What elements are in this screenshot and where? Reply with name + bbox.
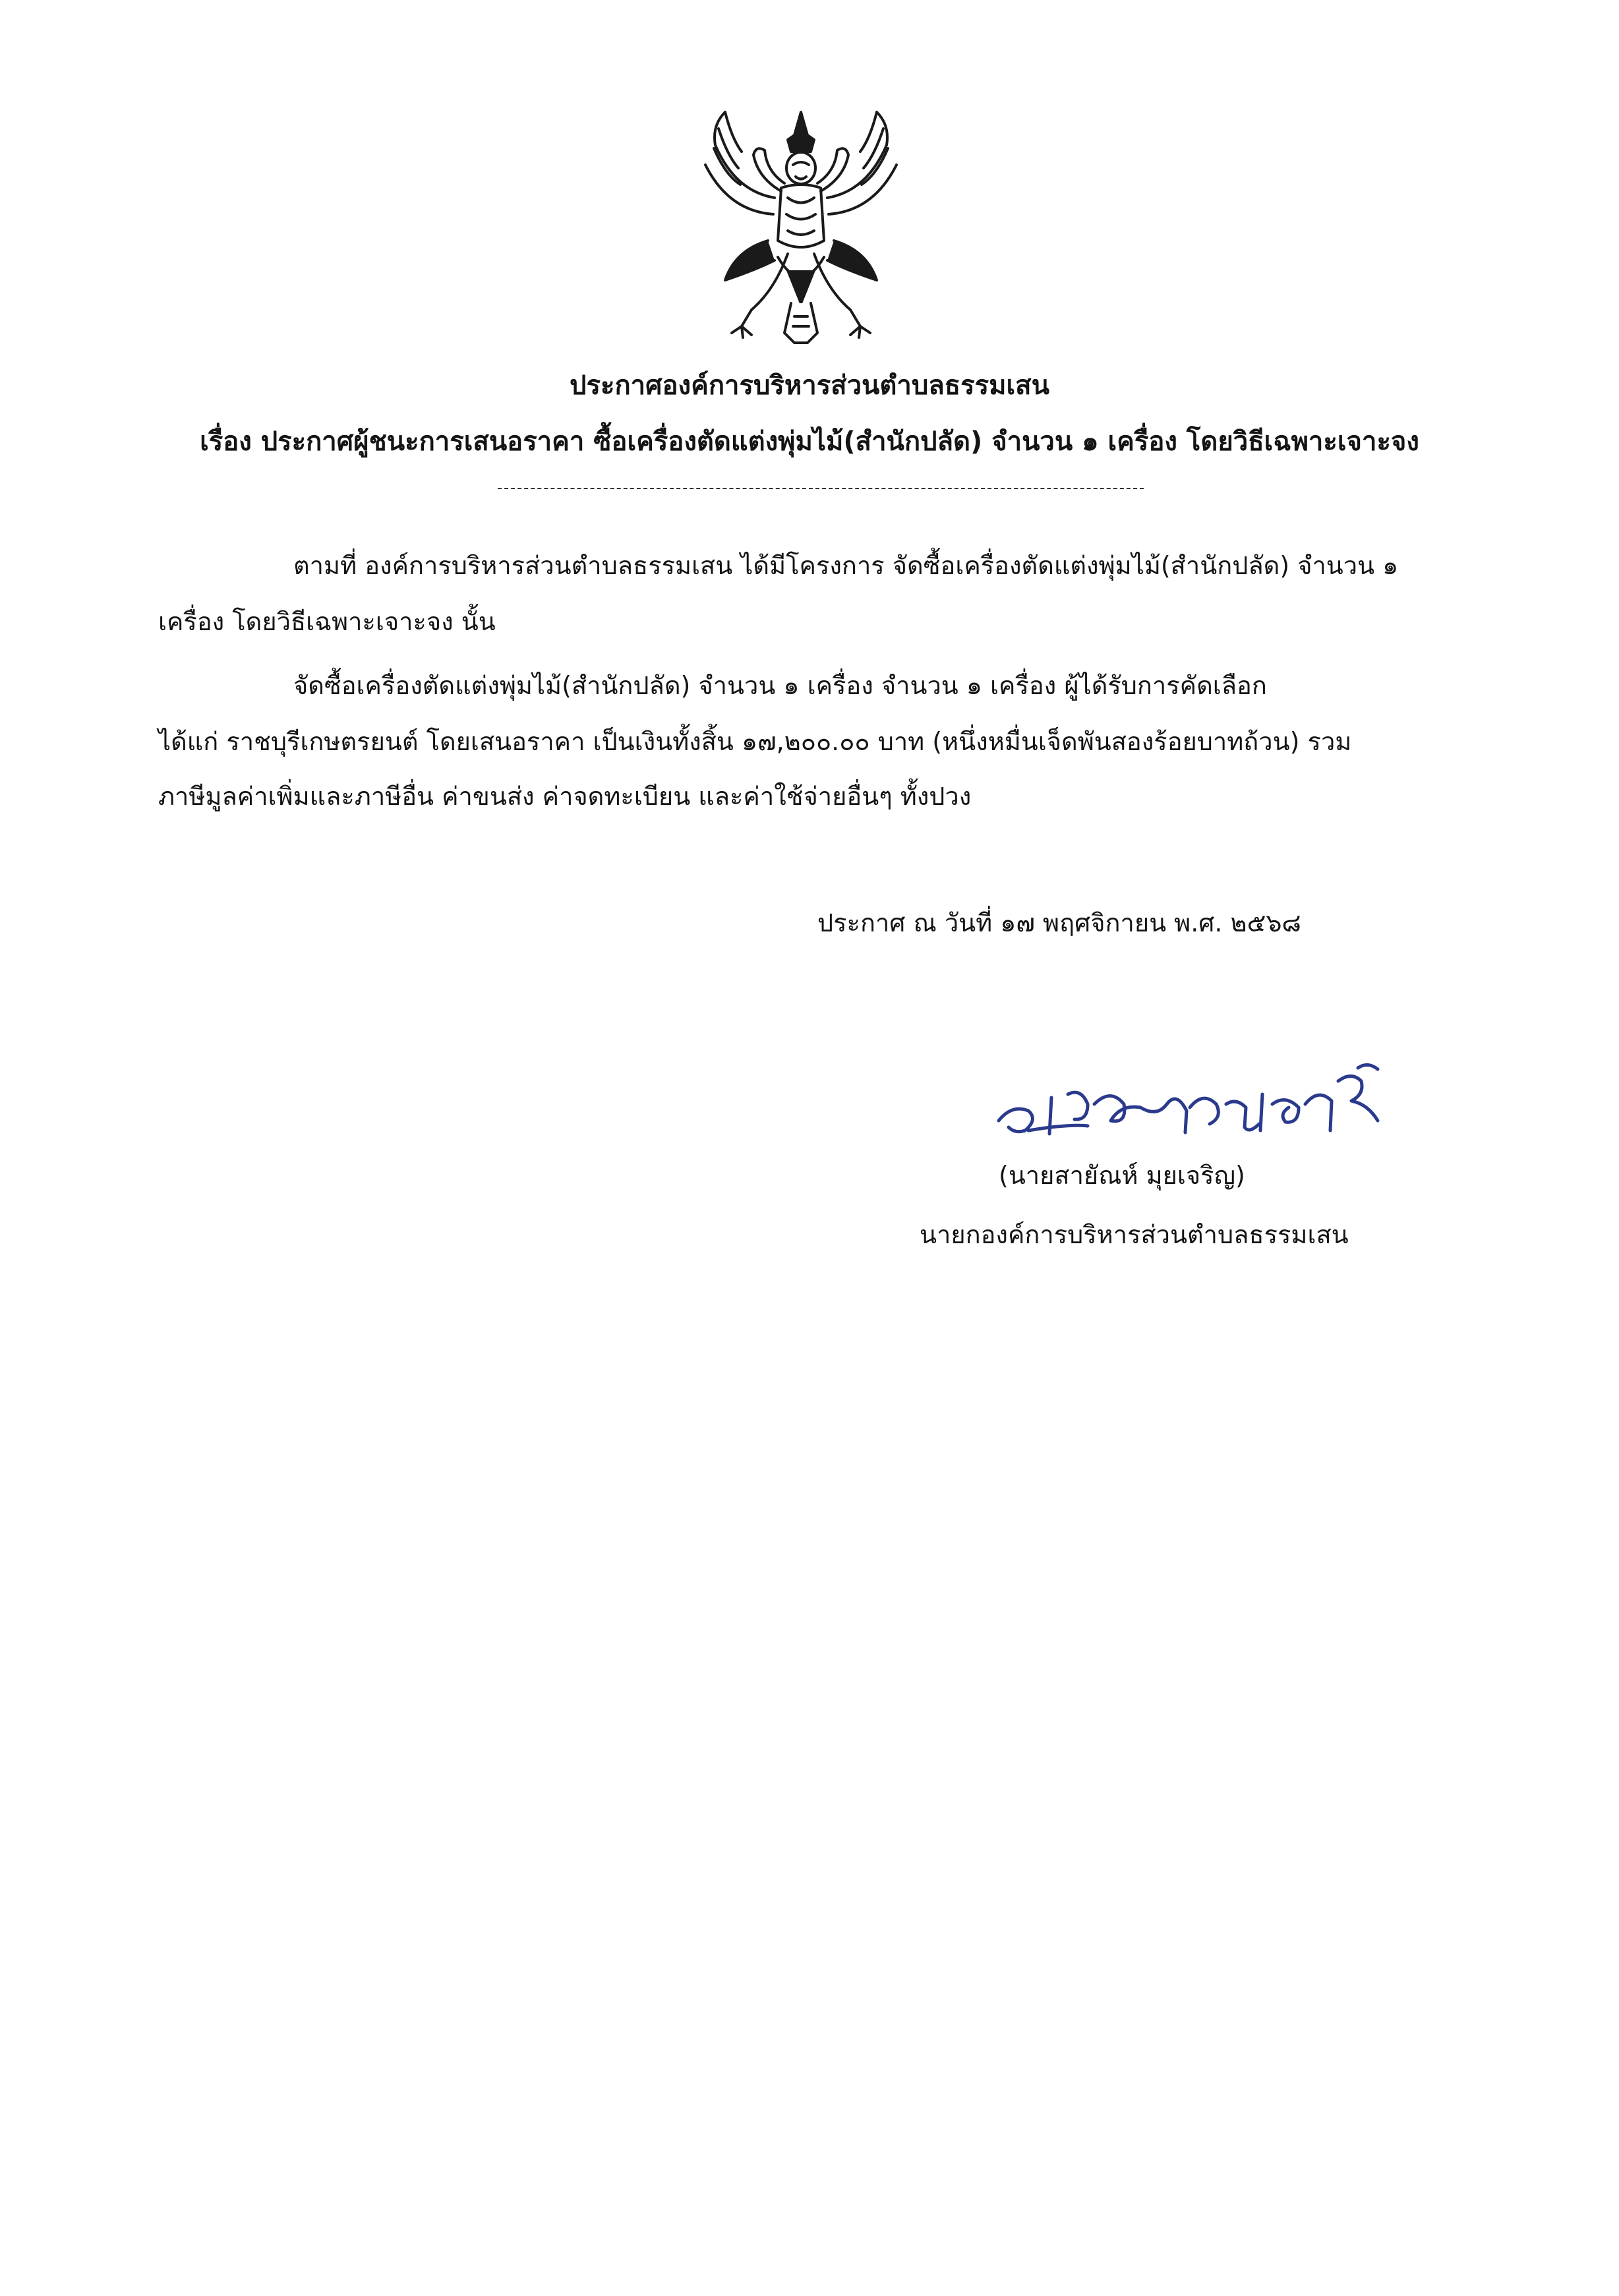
paragraph-2-line-3: ภาษีมูลค่าเพิ่มและภาษีอื่น ค่าขนส่ง ค่าจดทะเบียน และค่าใช้จ่ายอื่นๆ ทั้งปวง xyxy=(158,782,972,811)
paragraph-1-line-1: ตามที่ องค์การบริหารส่วนตำบลธรรมเสน ได้มีโครงการ จัดซื้อเครื่องตัดแต่งพุ่มไม้(สำนักปลัด) จำนวน ๑ xyxy=(293,551,1399,580)
document-title: ประกาศองค์การบริหารส่วนตำบลธรรมเสน xyxy=(570,370,1049,401)
document-subject: เรื่อง ประกาศผู้ชนะการเสนอราคา ซื้อเครื่องตัดแต่งพุ่มไม้(สำนักปลัด) จำนวน ๑ เครื่อง โดยวิธีเฉพาะเจาะจง xyxy=(200,427,1419,457)
announcement-date: ประกาศ ณ วันที่ ๑๗ พฤศจิกายน พ.ศ. ๒๕๖๘ xyxy=(817,908,1301,937)
signer-name: (นายสายัณห์ มุยเจริญ) xyxy=(999,1161,1245,1190)
paragraph-1-line-2: เครื่อง โดยวิธีเฉพาะเจาะจง นั้น xyxy=(158,607,496,636)
garuda-emblem-icon xyxy=(695,99,906,349)
divider xyxy=(498,488,1144,489)
signer-position: นายกองค์การบริหารส่วนตำบลธรรมเสน xyxy=(920,1220,1349,1249)
paragraph-2-line-2: ได้แก่ ราชบุรีเกษตรยนต์ โดยเสนอราคา เป็นเงินทั้งสิ้น ๑๗,๒๐๐.๐๐ บาท (หนึ่งหมื่นเจ็ดพันสองร้อยบาทถ้วน) รวม xyxy=(158,727,1352,756)
paragraph-2-line-1: จัดซื้อเครื่องตัดแต่งพุ่มไม้(สำนักปลัด) จำนวน ๑ เครื่อง จำนวน ๑ เครื่อง ผู้ได้รับการคัดเลือก xyxy=(293,671,1267,700)
handwritten-signature-icon xyxy=(989,1042,1398,1154)
